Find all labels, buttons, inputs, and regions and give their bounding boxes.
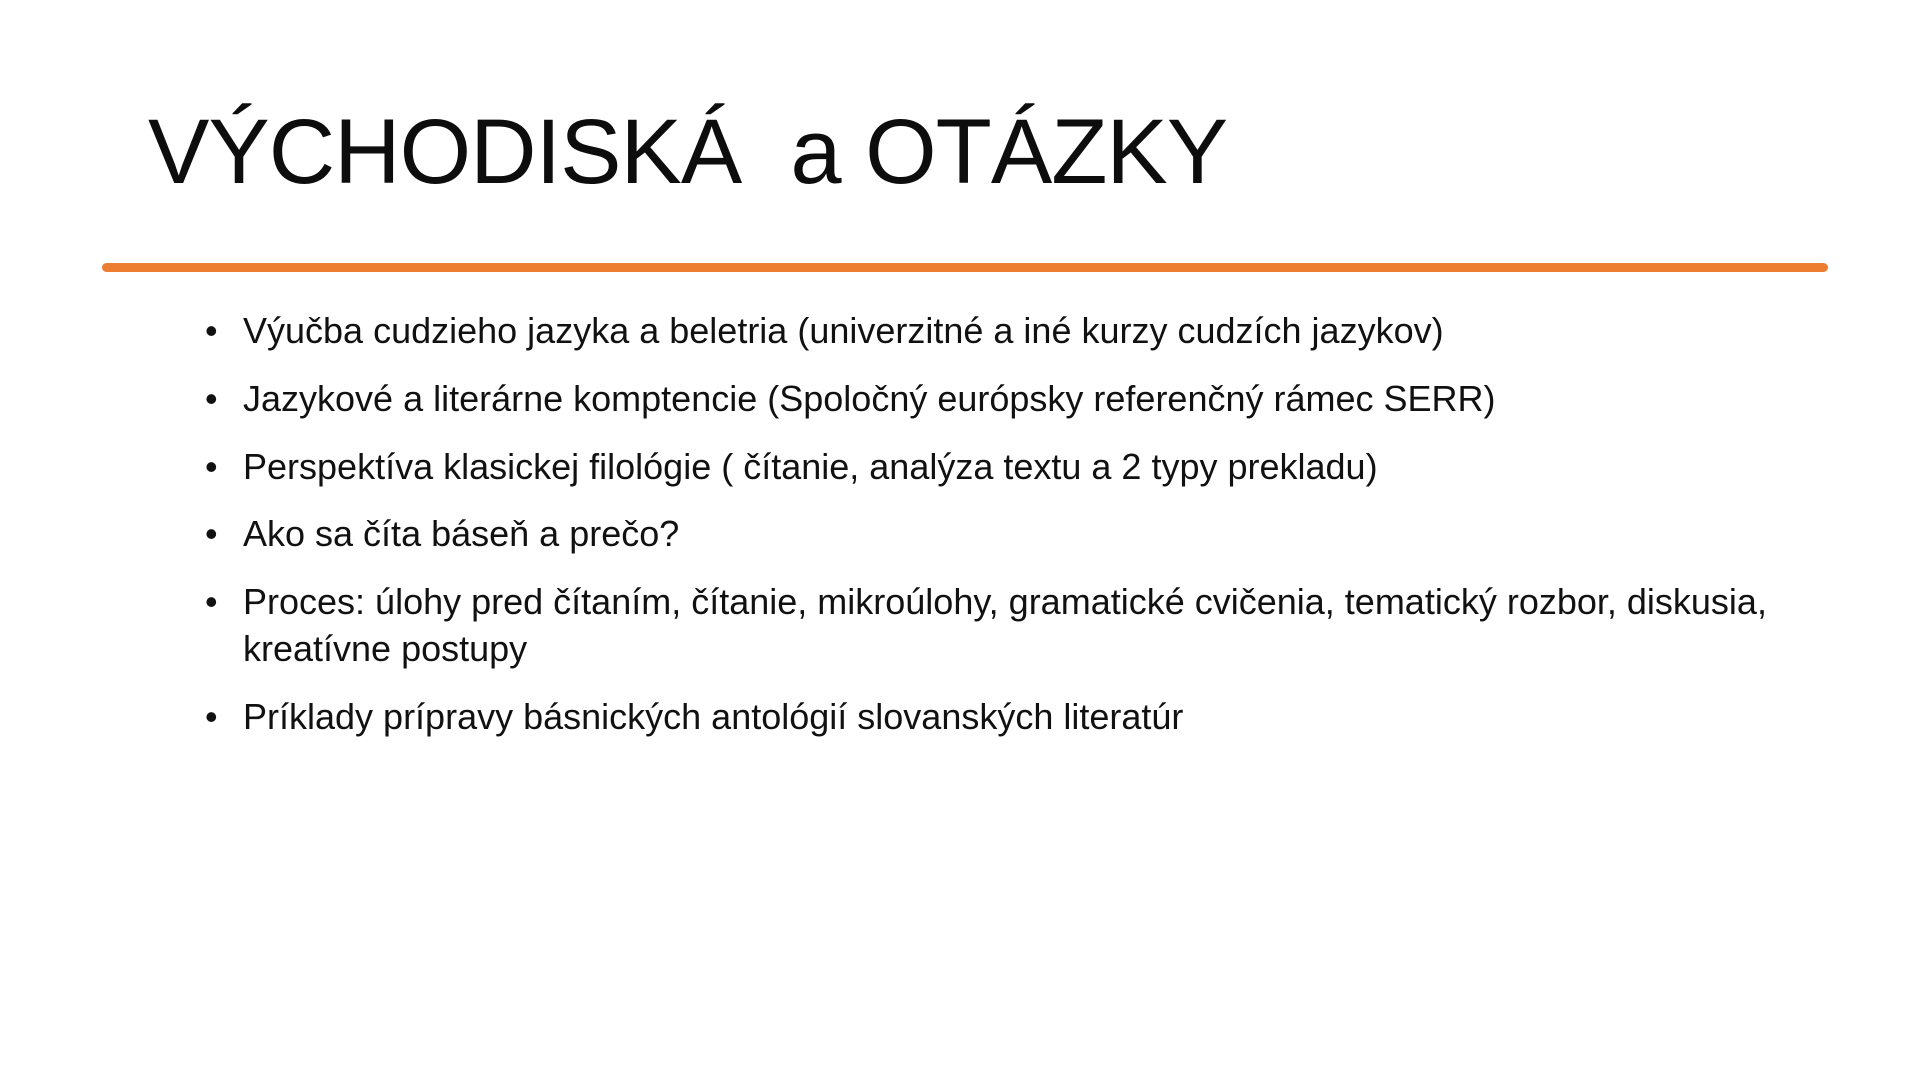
list-item [205,444,1805,491]
bullet-icon: • [205,581,218,623]
bullet-list [205,308,1805,762]
bullet-icon: • [205,513,218,555]
list-item [205,511,1805,558]
slide-title: VÝCHODISKÁ a OTÁZKY [148,101,1228,203]
bullet-text: Proces: úlohy pred čítaním, čítanie, mikroúlohy, gramatické cvičenia, tematický rozbor, diskusia, kreatívne postupy [243,581,1767,669]
list-item [205,376,1805,423]
bullet-icon: • [205,695,218,737]
bullet-text: Výučba cudzieho jazyka a beletria (univerzitné a iné kurzy cudzích jazykov) [243,310,1444,351]
bullet-text: Jazykové a literárne komptencie (Spoločný európsky referenčný rámec SERR) [243,377,1496,419]
bullet-text: Perspektíva klasickej filológie ( čítanie, analýza textu a 2 typy prekladu) [243,445,1378,487]
list-item [205,579,1805,673]
title-divider [102,263,1828,272]
bullet-icon: • [205,377,218,419]
bullet-text: Príklady prípravy básnických antológií slovanských literatúr [243,695,1184,737]
list-item [205,308,1805,355]
bullet-text: Ako sa číta báseň a prečo? [243,513,680,555]
list-item [205,694,1805,741]
bullet-icon: • [205,445,218,487]
bullet-icon: • [205,310,218,351]
